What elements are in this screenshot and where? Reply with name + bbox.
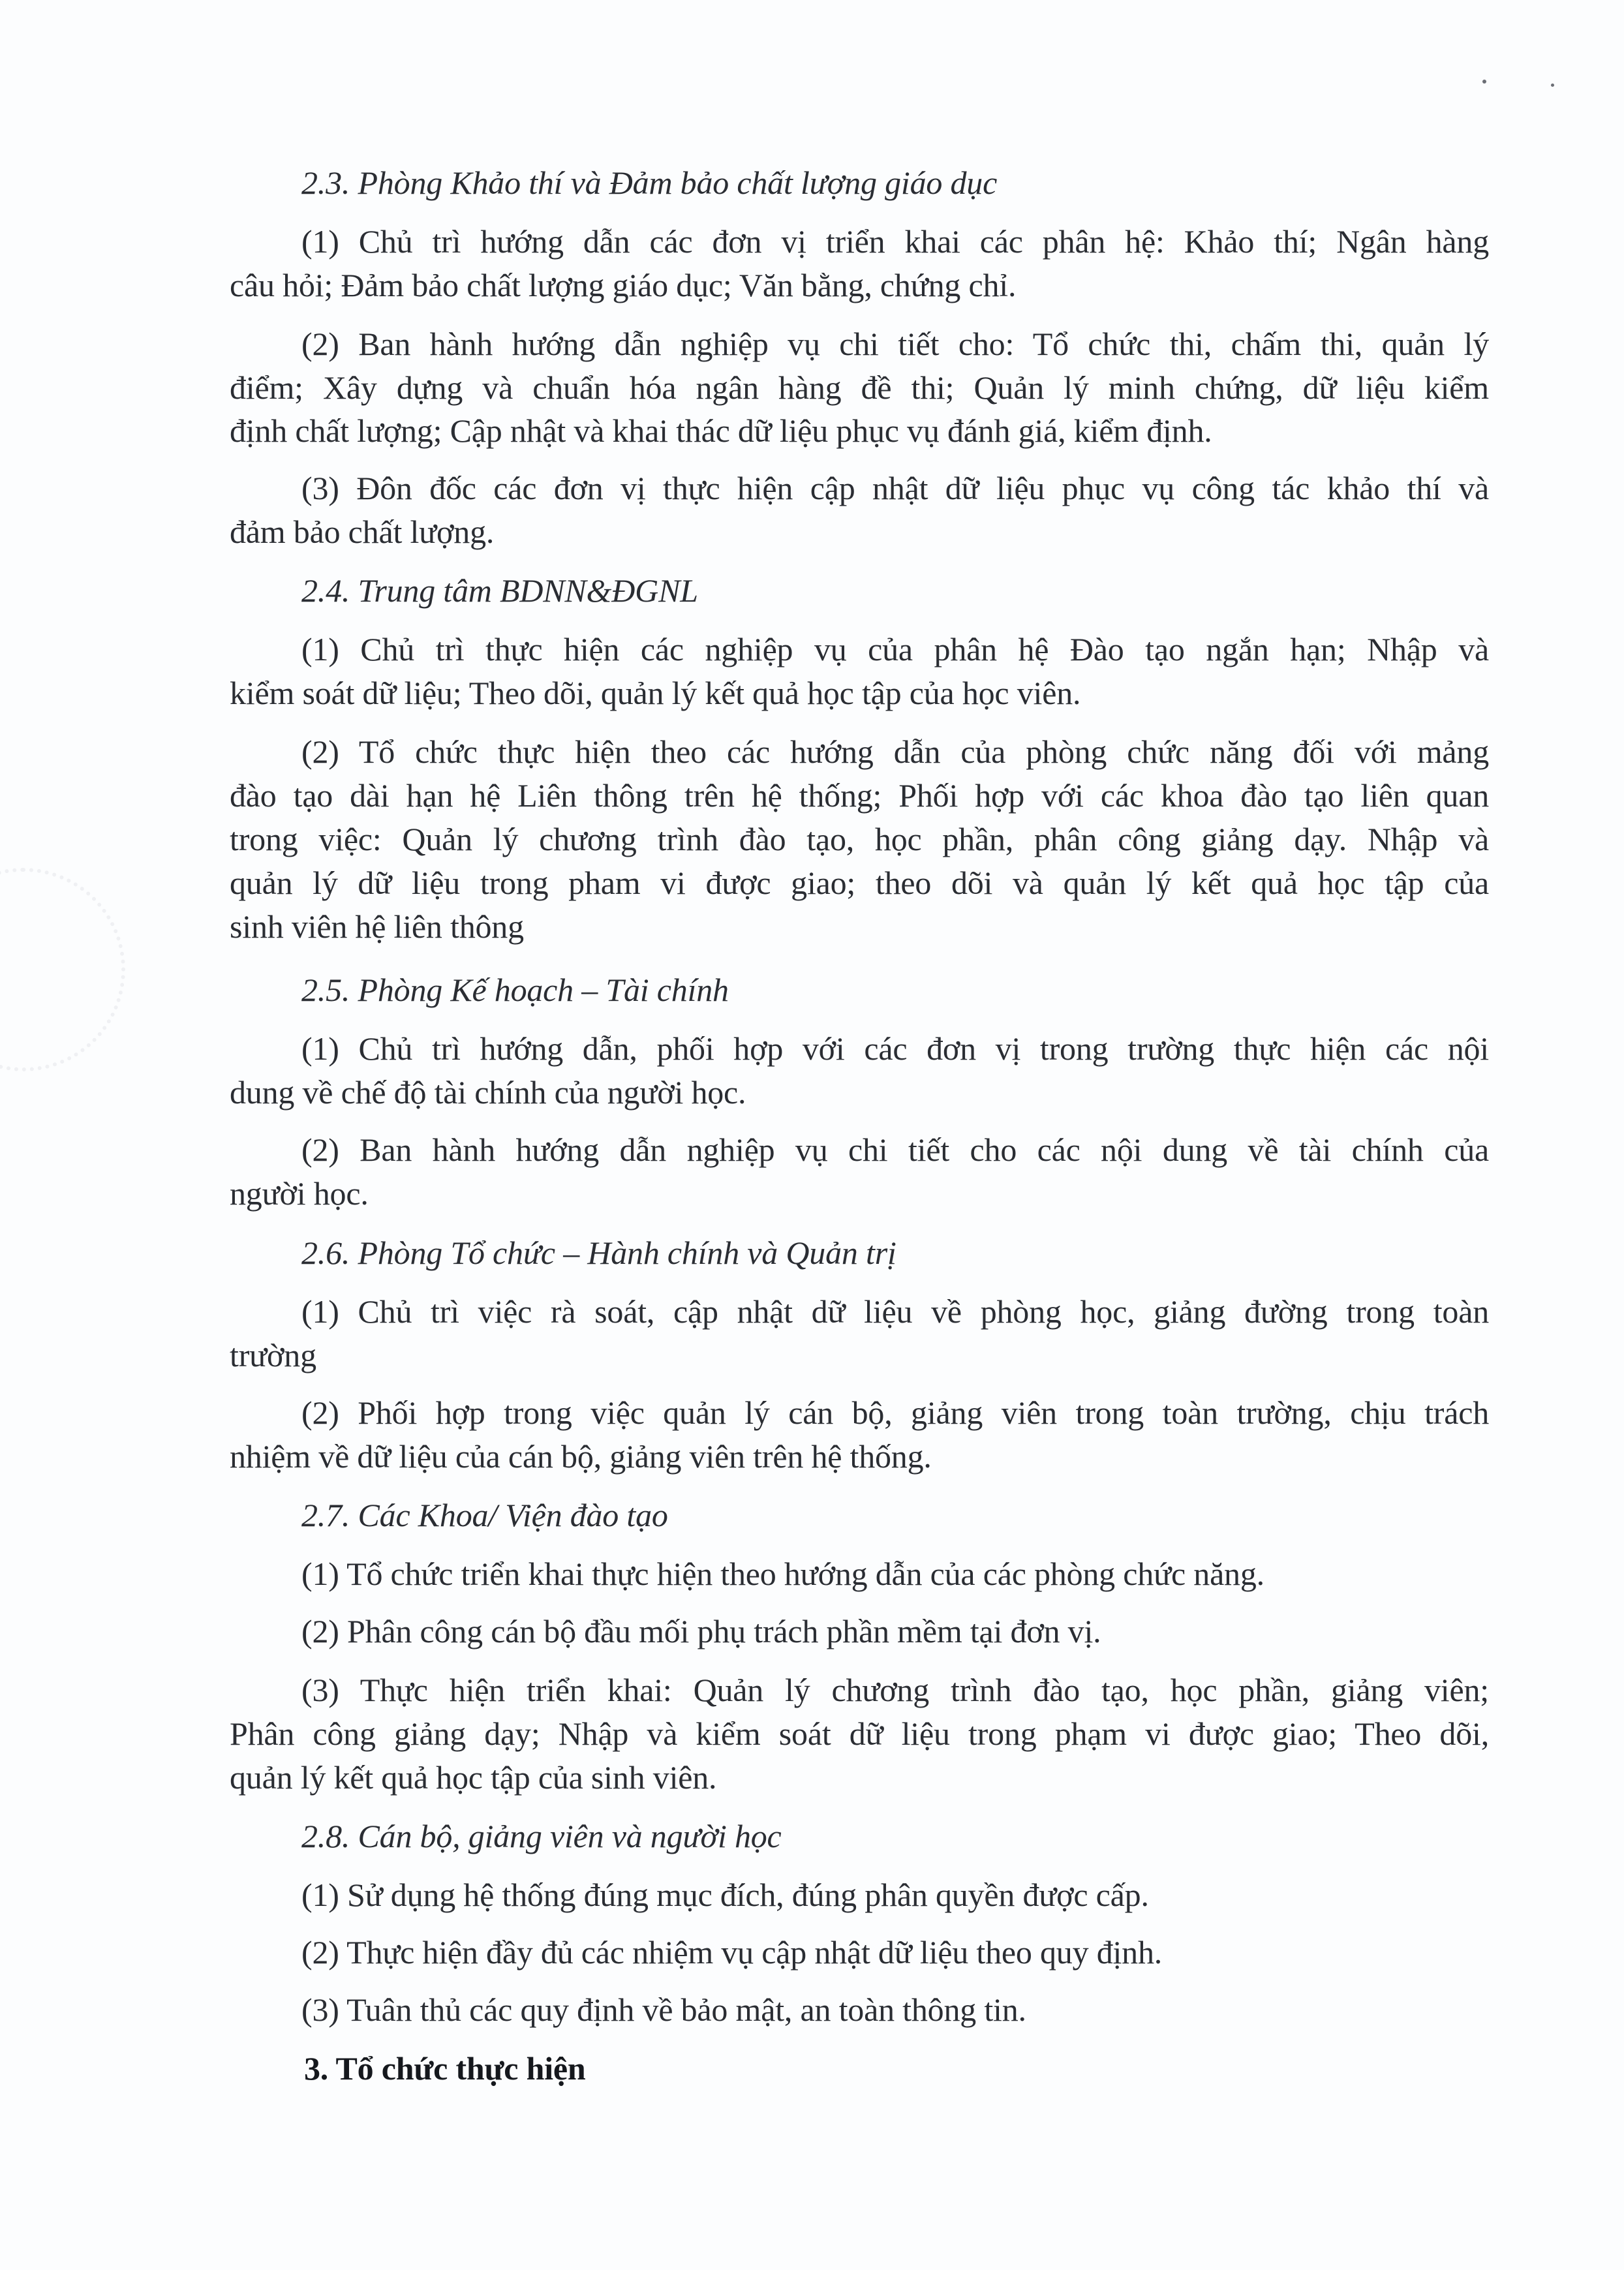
section-heading-2-4: 2.4. Trung tâm BDNN&ĐGNL	[301, 572, 698, 609]
paragraph-line: (1) Chủ trì hướng dẫn các đơn vị triển khai các phân hệ: Khảo thí; Ngân hàng	[301, 223, 1489, 260]
paragraph-line: sinh viên hệ liên thông	[230, 908, 524, 945]
paragraph-line: đào tạo dài hạn hệ Liên thông trên hệ thống; Phối hợp với các khoa đào tạo liên quan	[230, 777, 1489, 814]
paragraph-line: (1) Chủ trì thực hiện các nghiệp vụ của phân hệ Đào tạo ngắn hạn; Nhập và	[301, 631, 1489, 667]
paragraph-line: điểm; Xây dựng và chuẩn hóa ngân hàng đề thi; Quản lý minh chứng, dữ liệu kiểm	[230, 369, 1489, 406]
scan-speck	[1482, 80, 1486, 84]
paragraph-line: quản lý dữ liệu trong pham vi được giao; theo dõi và quản lý kết quả học tập của	[230, 865, 1489, 901]
section-heading-2-8: 2.8. Cán bộ, giảng viên và người học	[301, 1818, 782, 1854]
paragraph-line: trường	[230, 1337, 316, 1373]
paragraph-line: đảm bảo chất lượng.	[230, 514, 495, 550]
paragraph-line: định chất lượng; Cập nhật và khai thác dữ liệu phục vụ đánh giá, kiểm định.	[230, 412, 1212, 449]
paragraph-line: (3) Tuân thủ các quy định về bảo mật, an toàn thông tin.	[301, 1991, 1026, 2028]
paragraph-line: (2) Thực hiện đầy đủ các nhiệm vụ cập nhật dữ liệu theo quy định.	[301, 1934, 1163, 1971]
paragraph-line: (1) Tổ chức triển khai thực hiện theo hướng dẫn của các phòng chức năng.	[301, 1556, 1264, 1592]
paragraph-line: kiểm soát dữ liệu; Theo dõi, quản lý kết quả học tập của học viên.	[230, 675, 1081, 711]
paragraph-line: (3) Thực hiện triển khai: Quản lý chương trình đào tạo, học phần, giảng viên;	[301, 1672, 1489, 1708]
paragraph-line: (2) Tổ chức thực hiện theo các hướng dẫn của phòng chức năng đối với mảng	[301, 733, 1489, 770]
paragraph-line: (1) Chủ trì việc rà soát, cập nhật dữ liệu về phòng học, giảng đường trong toàn	[301, 1293, 1489, 1330]
section-heading-2-6: 2.6. Phòng Tổ chức – Hành chính và Quản trị	[301, 1235, 896, 1271]
paragraph-line: (2) Phối hợp trong việc quản lý cán bộ, giảng viên trong toàn trường, chịu trách	[301, 1394, 1489, 1431]
paragraph-line: Phân công giảng dạy; Nhập và kiểm soát dữ liệu trong phạm vi được giao; Theo dõi,	[230, 1715, 1489, 1752]
paragraph-line: (3) Đôn đốc các đơn vị thực hiện cập nhật dữ liệu phục vụ công tác khảo thí và	[301, 470, 1489, 506]
paragraph-line: quản lý kết quả học tập của sinh viên.	[230, 1759, 717, 1796]
paragraph-line: (2) Ban hành hướng dẫn nghiệp vụ chi tiết cho: Tổ chức thi, chấm thi, quản lý	[301, 326, 1489, 362]
section-heading-2-3: 2.3. Phòng Khảo thí và Đảm bảo chất lượng giáo dục	[301, 164, 998, 201]
paragraph-line: nhiệm về dữ liệu của cán bộ, giảng viên trên hệ thống.	[230, 1438, 932, 1475]
paragraph-line: (1) Chủ trì hướng dẫn, phối hợp với các đơn vị trong trường thực hiện các nội	[301, 1030, 1489, 1067]
section-heading-2-7: 2.7. Các Khoa/ Viện đào tạo	[301, 1497, 668, 1533]
scan-speck	[1551, 84, 1554, 87]
main-heading-3: 3. Tổ chức thực hiện	[304, 2050, 586, 2087]
paragraph-line: câu hỏi; Đảm bảo chất lượng giáo dục; Văn bằng, chứng chỉ.	[230, 267, 1017, 303]
paragraph-line: (2) Ban hành hướng dẫn nghiệp vụ chi tiết cho các nội dung về tài chính của	[301, 1131, 1489, 1168]
paragraph-line: người học.	[230, 1175, 369, 1212]
paragraph-line: (2) Phân công cán bộ đầu mối phụ trách phần mềm tại đơn vị.	[301, 1613, 1101, 1649]
section-heading-2-5: 2.5. Phòng Kế hoạch – Tài chính	[301, 972, 729, 1008]
paragraph-line: trong việc: Quản lý chương trình đào tạo, học phần, phân công giảng dạy. Nhập và	[230, 821, 1489, 857]
stamp-bleed-through	[0, 868, 125, 1071]
paragraph-line: dung về chế độ tài chính của người học.	[230, 1074, 746, 1111]
paragraph-line: (1) Sử dụng hệ thống đúng mục đích, đúng phân quyền được cấp.	[301, 1877, 1149, 1913]
